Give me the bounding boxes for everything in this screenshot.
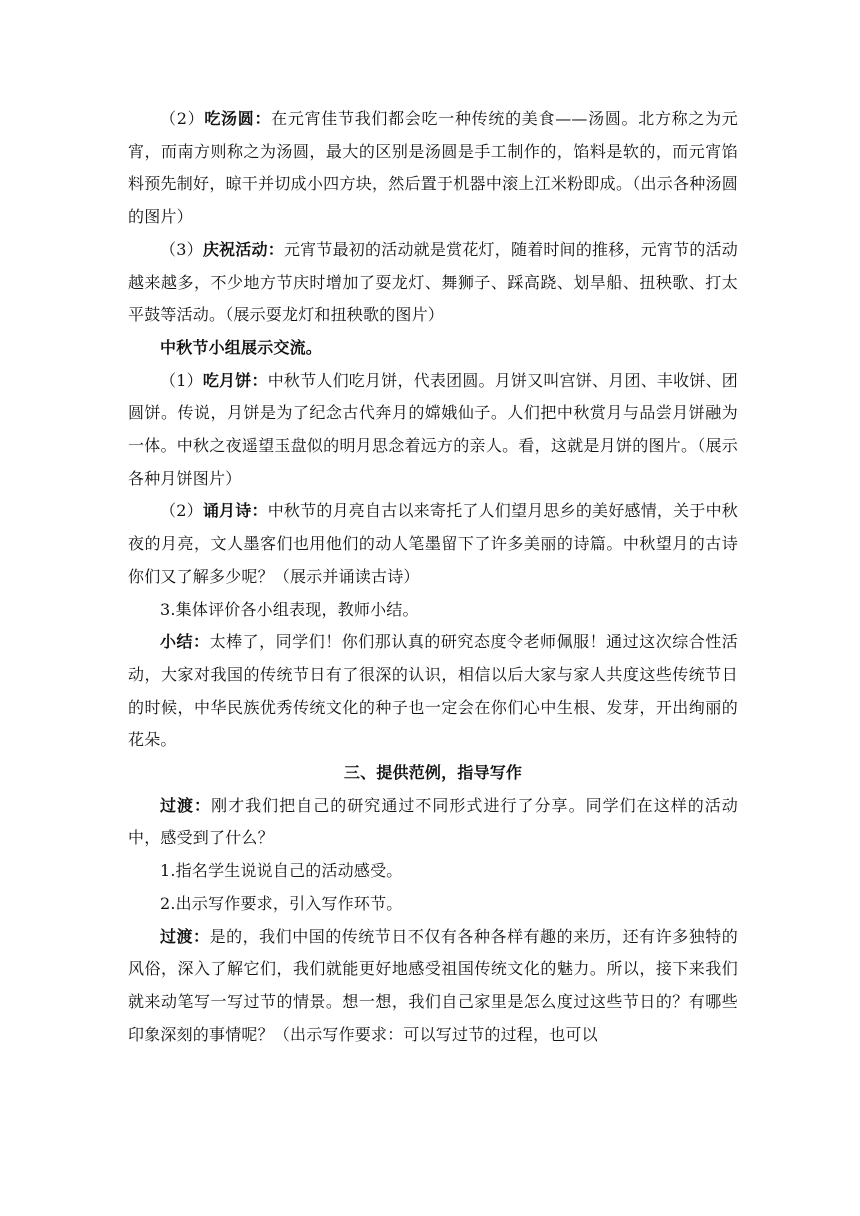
- item-text: 中秋节人们吃月饼，代表团圆。月饼又叫宫饼、月团、丰收饼、团圆饼。传说，月饼是为了纪念古代奔月的嫦娥仙子。人们把中秋赏月与品尝月饼融为一体。中秋之夜遥望玉盘似的明月思念着远方的亲人。看，这就是月饼的图片。（展示各种月饼图片）: [128, 370, 738, 488]
- paragraph-summary: [128, 626, 738, 757]
- item-text: 是的，我们中国的传统节日不仅有各种各样有趣的来历，还有许多独特的风俗，深入了解它们，我们就能更好地感受祖国传统文化的魅力。所以，接下来我们就来动笔写一写过节的情景。想一想，我们自己家里是怎么度过这些节日的？有哪些印象深刻的事情呢？（出示写作要求：可以写过节的过程，也可以: [128, 926, 738, 1044]
- item-number: （2）: [160, 501, 203, 521]
- item-number: （1）: [160, 370, 203, 390]
- paragraph-mooncake: [128, 365, 738, 496]
- subheading-mid-autumn: 中秋节小组展示交流。: [160, 337, 323, 357]
- item-number: （2）: [160, 109, 205, 128]
- paragraph-step-1: [128, 855, 738, 888]
- document-body: [128, 103, 738, 1051]
- item-text: 元宵节最初的活动就是赏花灯，随着时间的推移，元宵节的活动越来越多，不少地方节庆时增加了耍龙灯、舞狮子、踩高跷、划旱船、扭秧歌、打太平鼓等活动。（展示耍龙灯和扭秧歌的图片）: [128, 239, 738, 325]
- section-heading: 三、提供范例，指导写作: [343, 763, 523, 783]
- item-title: 过渡：: [160, 795, 212, 815]
- paragraph-transition-1: [128, 790, 738, 855]
- paragraph-tangyuan: [128, 103, 738, 234]
- paragraph-step-2: [128, 888, 738, 921]
- item-title: 小结：: [160, 632, 210, 652]
- item-text: 在元宵佳节我们都会吃一种传统的美食——汤圆。北方称之为元宵，而南方则称之为汤圆，最大的区别是汤圆是手工制作的，馅料是软的，而元宵馅料预先制好，晾干并切成小四方块，然后置于机器中滚上江米粉即成。（出示各种汤圆的图片）: [128, 109, 738, 227]
- item-title: 庆祝活动：: [202, 239, 284, 259]
- paragraph-group-evaluation: [128, 594, 738, 627]
- paragraph-transition-2: [128, 921, 738, 1052]
- item-title: 吃月饼：: [202, 370, 268, 390]
- paragraph-celebration: [128, 234, 738, 332]
- item-text: 1.指名学生说说自己的活动感受。: [160, 861, 403, 881]
- item-text: 2.出示写作要求，引入写作环节。: [160, 893, 403, 913]
- item-title: 诵月诗：: [202, 501, 268, 521]
- item-text: 刚才我们把自己的研究通过不同形式进行了分享。同学们在这样的活动中，感受到了什么？: [128, 795, 738, 848]
- item-title: 吃汤圆：: [204, 109, 272, 128]
- item-text: 太棒了，同学们！你们那认真的研究态度令老师佩服！通过这次综合性活动，大家对我国的传统节日有了很深的认识，相信以后大家与家人共度这些传统节日的时候，中华民族优秀传统文化的种子也一定会在你们心中生根、发芽，开出绚丽的花朵。: [128, 632, 738, 750]
- item-title: 过渡：: [160, 926, 210, 946]
- item-text: 中秋节的月亮自古以来寄托了人们望月思乡的美好感情，关于中秋夜的月亮，文人墨客们也用他们的动人笔墨留下了许多美丽的诗篇。中秋望月的古诗你们又了解多少呢？（展示并诵读古诗）: [128, 501, 738, 586]
- item-number: （3）: [160, 239, 203, 259]
- item-text: 3.集体评价各小组表现，教师小结。: [160, 599, 419, 619]
- paragraph-moon-poems: [128, 495, 738, 593]
